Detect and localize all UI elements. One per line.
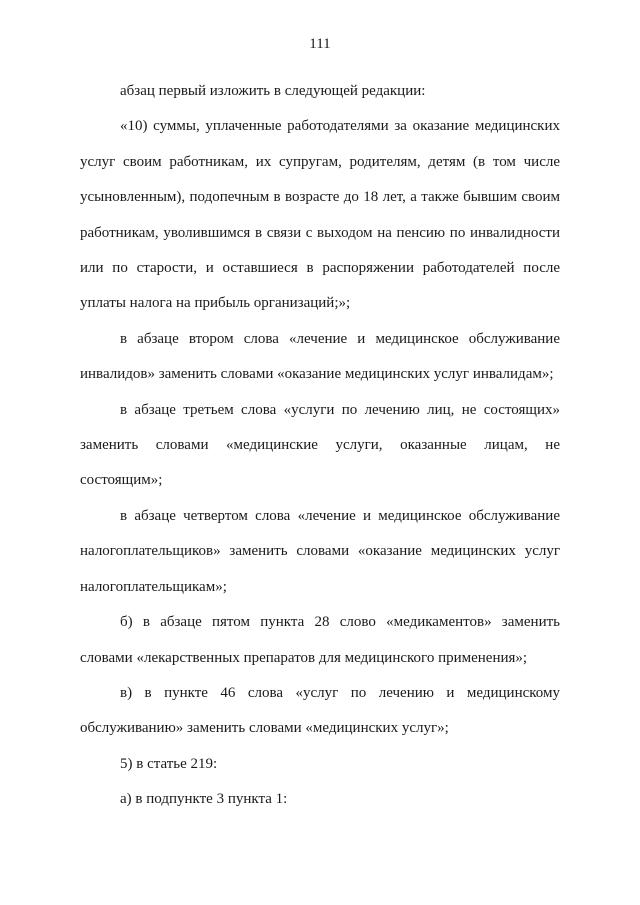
paragraph-third-abzac: в абзаце третьем слова «услуги по лечению лиц, не состоящих» заменить словами «медицинские услуги, оказанные лицам, не состоящим»; bbox=[80, 401, 560, 489]
paragraph-fourth-abzac: в абзаце четвертом слова «лечение и медицинское обслуживание налогоплательщиков» заменить словами «оказание медицинских услуг налогоплательщикам»; bbox=[80, 507, 560, 595]
paragraph-second-abzac: в абзаце втором слова «лечение и медицинское обслуживание инвалидов» заменить словами «оказание медицинских услуг инвалидам»; bbox=[80, 330, 560, 383]
paragraph-intro: абзац первый изложить в следующей редакции: bbox=[120, 83, 426, 99]
page-number: 111 bbox=[309, 36, 331, 52]
paragraph-item-10: «10) суммы, уплаченные работодателями за оказание медицинских услуг своим работникам, их супругам, родителям, детям (в том числе усыновленным), подопечным в возрасте до 18 лет, а также бывшим своим работникам, уволившимся в связи с выходом на пенсию по инвалидности или по старости, и оставшиеся в распоряжении работодателей после уплаты налога на прибыль организаций;»; bbox=[80, 118, 560, 312]
paragraph-v: в) в пункте 46 слова «услуг по лечению и медицинскому обслуживанию» заменить словами «медицинских услуг»; bbox=[80, 684, 560, 737]
paragraph-article-219: 5) в статье 219: bbox=[120, 755, 218, 772]
paragraph-b: б) в абзаце пятом пункта 28 слово «медикаментов» заменить словами «лекарственных препаратов для медицинского применения»; bbox=[80, 614, 560, 666]
document-body bbox=[80, 74, 560, 818]
paragraph-a-subpoint: а) в подпункте 3 пункта 1: bbox=[120, 791, 288, 808]
